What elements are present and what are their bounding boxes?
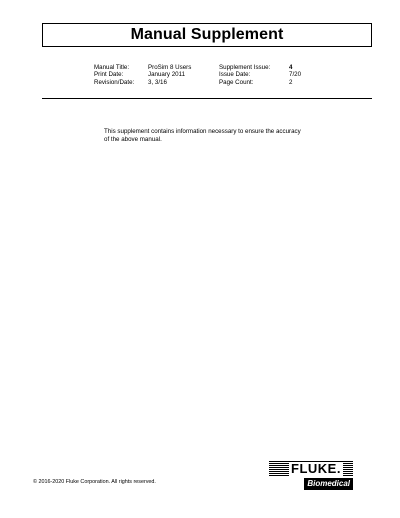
logo-brand-text: FLUKE. <box>291 461 341 476</box>
issue-date-value: 7/20 <box>289 71 302 79</box>
details-labels-right <box>219 64 270 86</box>
supplement-intro-text: This supplement contains information necessary to ensure the accuracy of the above manual. <box>104 128 301 144</box>
supplement-issue-value: 4 <box>289 64 293 71</box>
details-values-left <box>148 64 191 86</box>
manual-title-value: ProSim 8 Users <box>148 64 192 71</box>
page-count-label: Page Count: <box>219 78 254 86</box>
fluke-biomedical-logo <box>269 461 353 491</box>
supplement-issue-label: Supplement Issue: <box>219 64 271 71</box>
revision-date-label: Revision/Date: <box>94 78 135 86</box>
page-title: Manual Supplement <box>130 26 284 43</box>
manual-title-label: Manual Title: <box>94 64 130 71</box>
print-date-value: January 2011 <box>148 71 186 79</box>
details-labels-left <box>94 64 134 86</box>
divider-rule <box>42 98 372 99</box>
print-date-label: Print Date: <box>94 71 124 79</box>
details-values-right <box>289 64 301 86</box>
title-box <box>42 23 372 47</box>
issue-date-label: Issue Date: <box>219 71 251 79</box>
revision-date-value: 3, 3/16 <box>148 78 167 86</box>
logo-sub-text: Biomedical <box>304 478 353 490</box>
copyright-text: © 2016-2020 Fluke Corporation. All rights reserved. <box>33 479 156 485</box>
page-count-value: 2 <box>289 78 293 86</box>
